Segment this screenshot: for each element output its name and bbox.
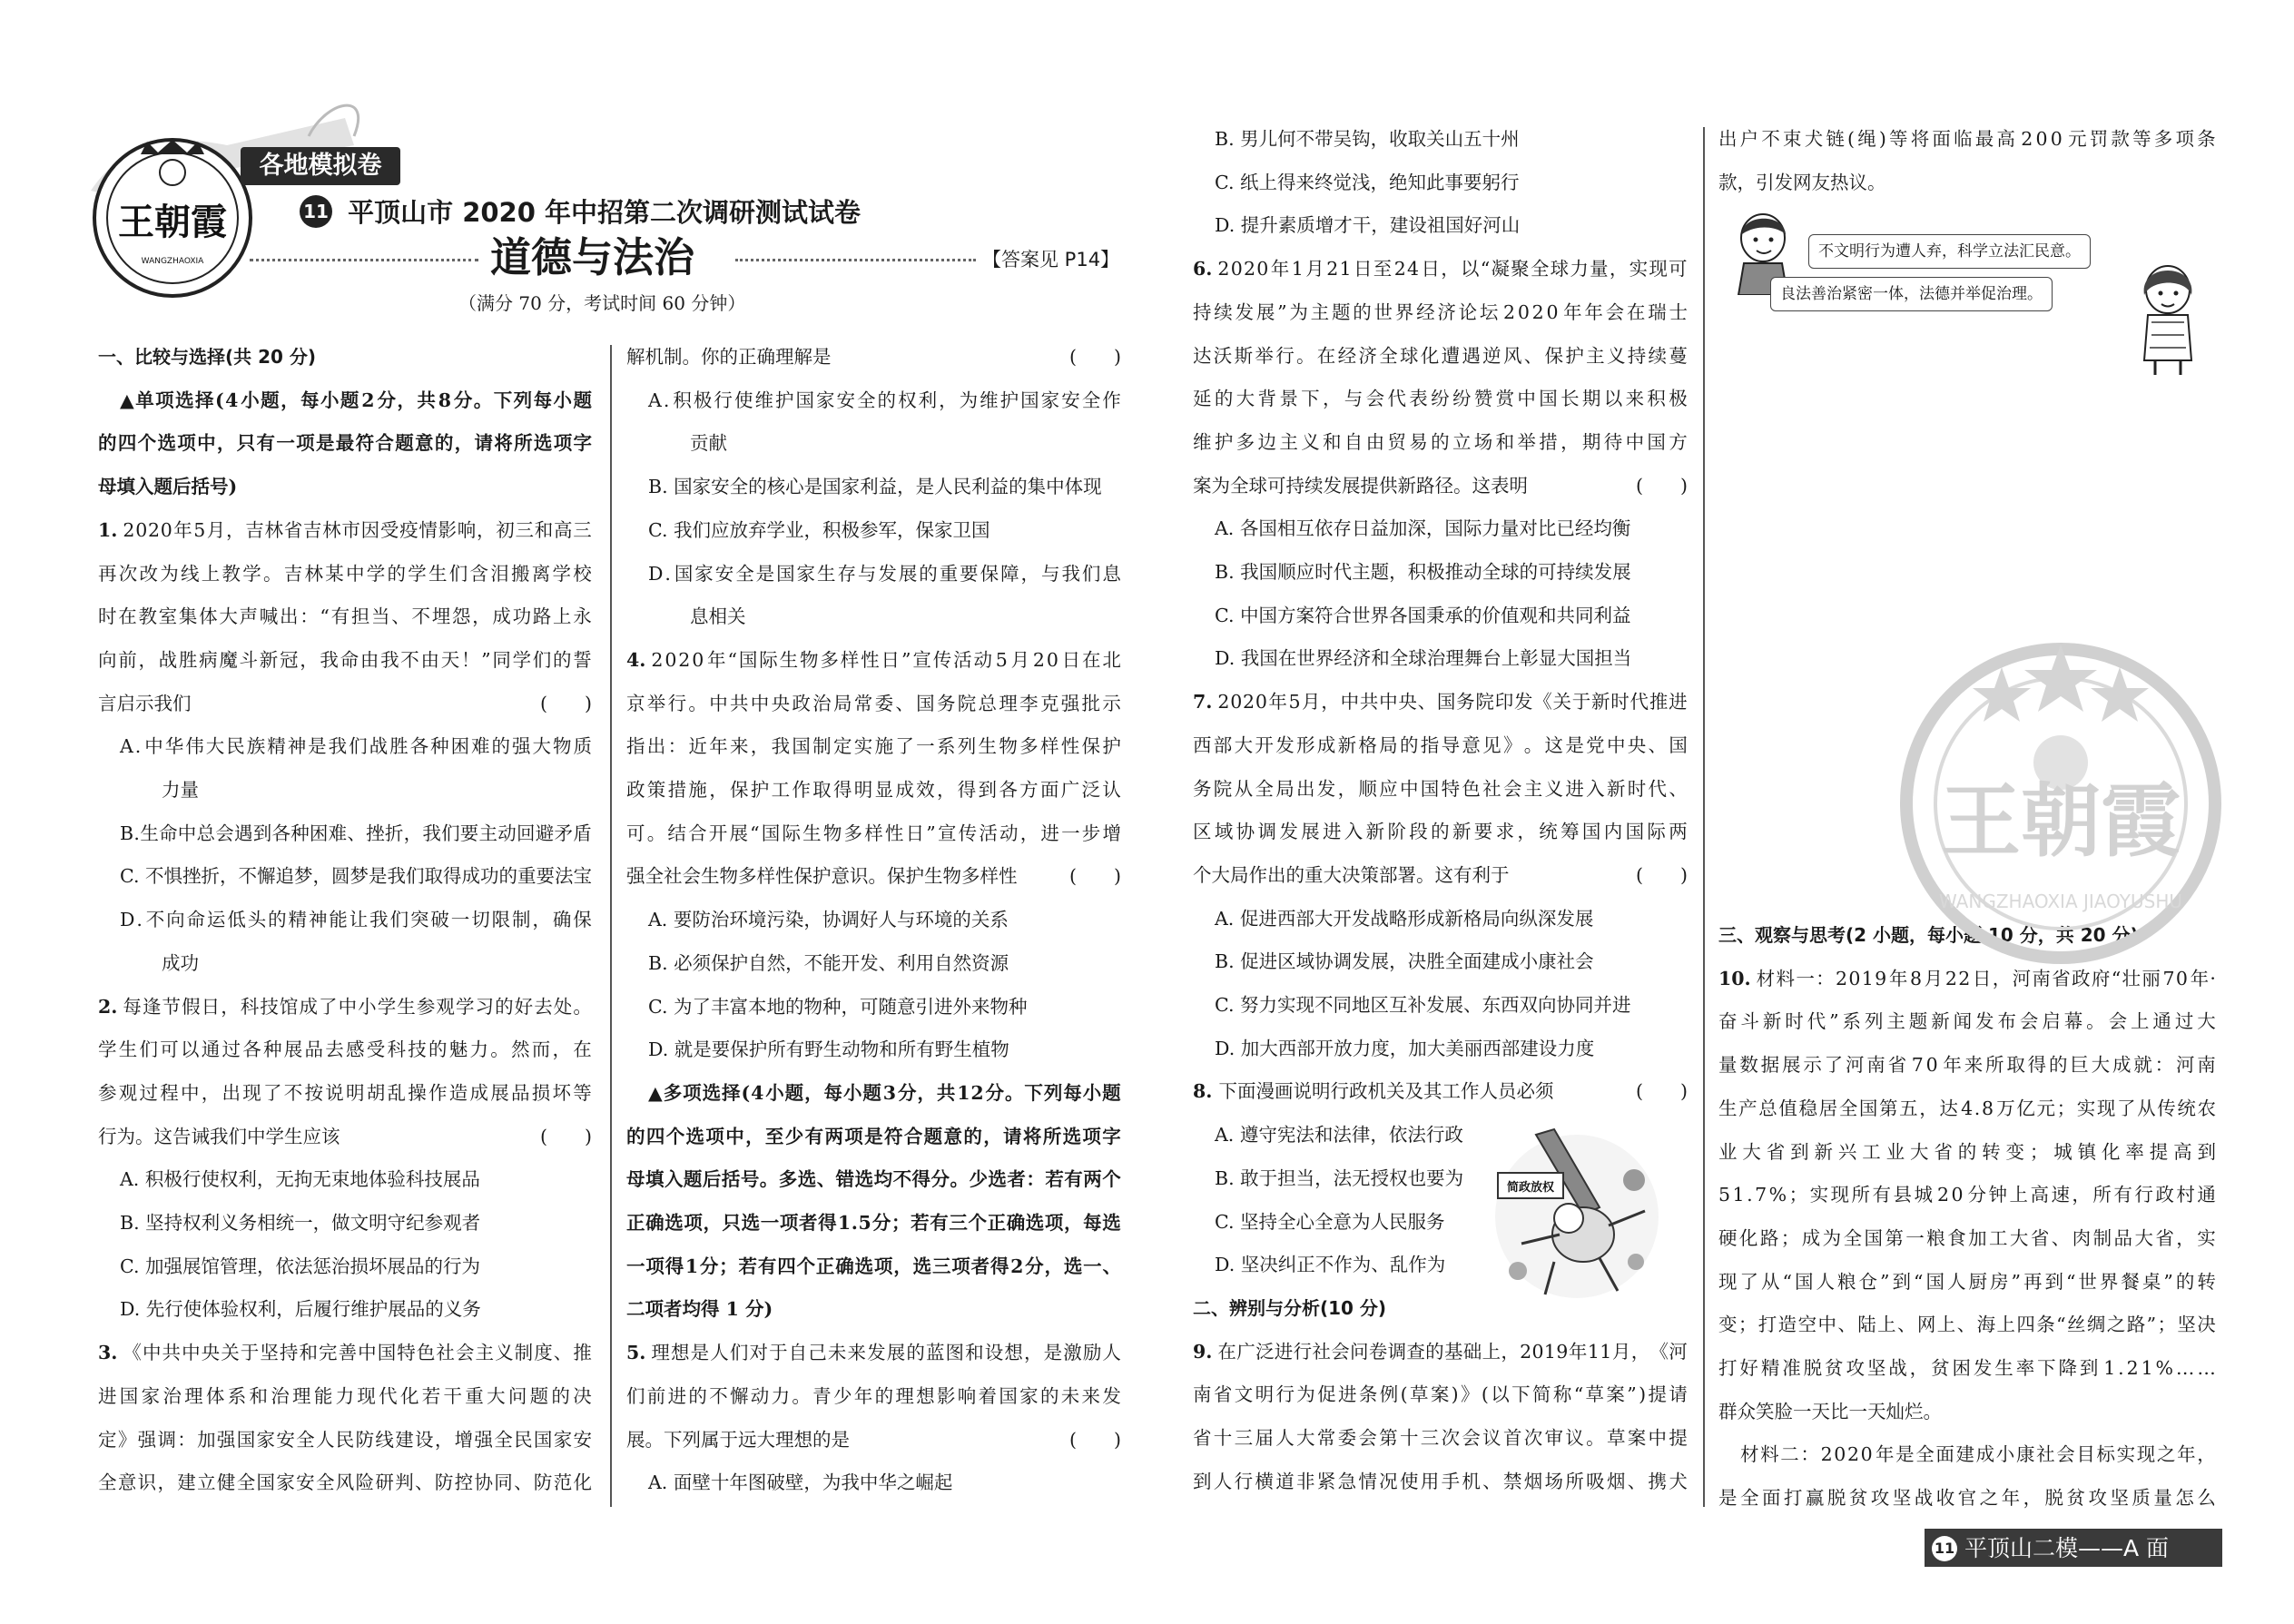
text-line: A. 各国相互依存日益加深，国际力量对比已经均衡 [1215, 517, 1631, 540]
text-line: 8. 下面漫画说明行政机关及其工作人员必须 ( ) [1193, 1070, 1688, 1114]
text-line: 行为。这告诫我们中学生应该 ( ) [98, 1116, 592, 1159]
text-line: 京 举 行 。 中 共 中 央 政 治 局 常 委 、 国 务 院 总 理 李 克 强 批 示 [626, 692, 1121, 714]
score-info: （满分 70 分，考试时间 60 分钟） [458, 292, 746, 314]
footer-text: 平顶山二模——A 面 [1964, 1535, 2170, 1561]
text-line: 进 国 家 治 理 体 系 和 治 理 能 力 现 代 化 若 干 重 大 问 题 的 决 [98, 1384, 592, 1407]
text-line: 务 院 从 全 局 出 发 ， 顺 应 中 国 特 色 社 会 主 义 进 入 新 时 代 、 [1193, 777, 1688, 800]
text-line: C. 为了丰富本地的物种，可随意引进外来物种 [648, 995, 1028, 1018]
text-line: 6. 2 0 2 0 年 1 月 2 1 日 至 2 4 日 ， 以 “ 凝 聚 全 球 力 量 ， 实 现 可 [1193, 248, 1688, 291]
text-line: A. 积极行使权利，无拘无束地体验科技展品 [120, 1168, 480, 1191]
text-line: 7. 2 0 2 0 年 5 月 ， 中 共 中 央 、 国 务 院 印 发 《 关 于 新 时 代 推 进 [1193, 681, 1688, 724]
text-line: C. 不惧挫折，不懈追梦，圆梦是我们取得成功的重要法宝 [120, 865, 592, 888]
column-divider-2 [1703, 127, 1705, 1507]
dotted-rule-right [735, 259, 976, 261]
text-line: 三、观察与思考(2 小题，每小题 10 分，共 20 分) [1718, 924, 2139, 946]
text-line: 2. 每 逢 节 假 日 ， 科 技 馆 成 了 中 小 学 生 参 观 学 习 的 好 去 处 。 [98, 986, 592, 1029]
answer-bracket: ( ) [1069, 346, 1121, 368]
text-line: C. 坚持全心全意为人民服务 [1215, 1210, 1445, 1233]
dotted-rule-left [250, 259, 478, 261]
text-line: C. 加强展馆管理，依法惩治损坏展品的行为 [120, 1255, 480, 1277]
text-line: 持 续 发 展 ” 为 主 题 的 世 界 经 济 论 坛 2 0 2 0 年 年 会 在 瑞 士 [1193, 300, 1688, 323]
question-number: 9. [1193, 1340, 1213, 1363]
text-line: D . 不 向 命 运 低 头 的 精 神 能 让 我 们 突 破 一 切 限 制 ， 确 保 [120, 909, 592, 931]
answer-bracket: ( ) [1636, 1080, 1688, 1103]
column-divider-1 [610, 345, 612, 1507]
text-line: 硬 化 路 ； 成 为 全 国 第 一 粮 食 加 工 大 省 、 肉 制 品 大 省 ， 实 [1718, 1226, 2216, 1249]
text-line: ▲ 单 项 选 择 ( 4 小 题 ， 每 小 题 2 分 ， 共 8 分 。 下 列 每 小 题 [120, 389, 592, 411]
text-line: C. 中国方案符合世界各国秉承的价值观和共同利益 [1215, 604, 1631, 626]
speech-bubble-1: 不文明行为遭人弃，科学立法汇民意。 [1808, 234, 2091, 269]
text-line: 款，引发网友热议。 [1718, 171, 1886, 193]
answer-bracket: ( ) [540, 1125, 592, 1147]
text-line: 二项者均得 1 分) [626, 1298, 773, 1321]
question-number: 5. [626, 1342, 646, 1364]
text-line: 贡献 [690, 432, 727, 455]
text-line: A . 积 极 行 使 维 护 国 家 安 全 的 权 利 ， 为 维 护 国 家 安 全 作 [648, 389, 1121, 411]
exam-title: 平顶山市 2020 年中招第二次调研测试试卷 [348, 197, 861, 228]
text-line: D. 先行使体验权利，后履行维护展品的义务 [120, 1298, 481, 1321]
text-line: D . 国 家 安 全 是 国 家 生 存 与 发 展 的 重 要 保 障 ， 与 我 们 息 [648, 562, 1121, 585]
text-line: C. 纸上得来终觉浅，绝知此事要躬行 [1215, 171, 1520, 193]
text-line: 出 户 不 束 犬 链 ( 绳 ) 等 将 面 临 最 高 2 0 0 元 罚 款 等 多 项 条 [1718, 128, 2216, 150]
text-line: 是 全 面 打 赢 脱 贫 攻 坚 战 收 官 之 年 ， 脱 贫 攻 坚 质 量 怎 么 [1718, 1487, 2216, 1510]
answer-bracket: ( ) [1069, 1428, 1121, 1451]
text-line: B. 必须保护自然，不能开发、利用自然资源 [648, 951, 1009, 974]
text-line: 一、比较与选择(共 20 分) [98, 346, 317, 368]
text-line: 向 前 ， 战 胜 病 魔 斗 新 冠 ， 我 命 由 我 不 由 天 ！ ” 同 学 们 的 誓 [98, 648, 592, 671]
text-line: B. 男儿何不带吴钩，收取关山五十州 [1215, 128, 1520, 150]
text-line: 个大局作出的重大决策部署。这有利于 ( ) [1193, 854, 1688, 898]
column-4-bottom [1718, 914, 2216, 1521]
text-line: 达 沃 斯 举 行 。 在 经 济 全 球 化 遭 遇 逆 风 、 保 护 主 义 持 续 蔓 [1193, 344, 1688, 367]
text-line: ▲ 多 项 选 择 ( 4 小 题 ， 每 小 题 3 分 ， 共 1 2 分 。 下 列 每 小 题 [648, 1081, 1121, 1104]
text-line: 学 生 们 可 以 通 过 各 种 展 品 去 感 受 科 技 的 魅 力 。 然 而 ， 在 [98, 1038, 592, 1061]
text-line: A. 要防治环境污染，协调好人与环境的关系 [648, 909, 1009, 931]
question-number: 6. [1193, 258, 1213, 281]
question-number: 7. [1193, 691, 1213, 714]
text-line: B. 坚持权利义务相统一，做文明守纪参观者 [120, 1212, 481, 1235]
text-line: 政 策 措 施 ， 保 护 工 作 取 得 明 显 成 效 ， 得 到 各 方 面 广 泛 认 [626, 779, 1121, 802]
text-line: A . 中 华 伟 大 民 族 精 神 是 我 们 战 胜 各 种 困 难 的 强 大 物 质 [120, 735, 592, 758]
subject-title: 道德与法治 [490, 233, 695, 281]
text-line: B . 生 命 中 总 会 遇 到 各 种 困 难 、 挫 折 ， 我 们 要 主 动 回 避 矛 盾 [120, 822, 592, 844]
text-line: C. 努力实现不同地区互补发展、东西双向协同并进 [1215, 994, 1631, 1017]
brand-logo [91, 136, 254, 300]
text-line: 材 料 二 ： 2 0 2 0 年 是 全 面 建 成 小 康 社 会 目 标 实 现 之 年 ， [1740, 1443, 2216, 1466]
question-number: 10. [1718, 967, 1751, 989]
text-line: 打 好 精 准 脱 贫 攻 坚 战 ， 贫 困 发 生 率 下 降 到 1 . 2 1 % … … [1718, 1357, 2216, 1380]
comic-illustration [1482, 1117, 1672, 1307]
text-line: 时 在 教 室 集 体 大 声 喊 出 ： “ 有 担 当 、 不 埋 怨 ， 成 功 路 上 永 [98, 605, 592, 628]
text-line: C. 我们应放弃学业，积极参军，保家卫国 [648, 518, 990, 541]
text-line: 正 确 选 项 ， 只 选 一 项 者 得 1 . 5 分 ； 若 有 三 个 正 确 选 项 ， 每 选 [626, 1212, 1121, 1235]
text-line: 可 。 结 合 开 展 “ 国 际 生 物 多 样 性 日 ” 宣 传 活 动 ， 进 一 步 增 [626, 822, 1121, 844]
text-line: D. 提升素质增才干，建设祖国好河山 [1215, 214, 1521, 237]
text-line: 业 大 省 到 新 兴 工 业 大 省 的 转 变 ； 城 镇 化 率 提 高 到 [1718, 1140, 2216, 1163]
text-line: A. 遵守宪法和法律，依法行政 [1215, 1124, 1463, 1147]
question-number: 3. [98, 1342, 118, 1364]
text-line: 息相关 [690, 605, 746, 628]
text-line: D. 就是要保护所有野生动物和所有野生植物 [648, 1038, 1009, 1061]
text-line: D. 坚决纠正不作为、乱作为 [1215, 1254, 1446, 1276]
question-number: 4. [626, 648, 646, 671]
text-line: 们 前 进 的 不 懈 动 力 。 青 少 年 的 理 想 影 响 着 国 家 的 未 来 发 [626, 1384, 1121, 1407]
text-line: 成功 [162, 951, 199, 974]
text-line: D. 加大西部开放力度，加大美丽西部建设力度 [1215, 1037, 1595, 1059]
text-line: 一 项 得 1 分 ； 若 有 四 个 正 确 选 项 ， 选 三 项 者 得 2 分 ， 选 一 、 [626, 1255, 1121, 1277]
text-line: 西 部 大 开 发 形 成 新 格 局 的 指 导 意 见 》 。 这 是 党 中 央 、 国 [1193, 733, 1688, 756]
answer-bracket: ( ) [1636, 474, 1688, 497]
text-line: 参 观 过 程 中 ， 出 现 了 不 按 说 明 胡 乱 操 作 造 成 展 品 损 坏 等 [98, 1081, 592, 1104]
text-line: 展。下列属于远大理想的是 ( ) [626, 1419, 1121, 1462]
answer-bracket: ( ) [1069, 865, 1121, 888]
text-line: 5. 理 想 是 人 们 对 于 自 己 未 来 发 展 的 蓝 图 和 设 想 ， 是 激 励 人 [626, 1332, 1121, 1375]
text-line: B. 我国顺应时代主题，积极推动全球的可持续发展 [1215, 561, 1631, 584]
text-line: B. 国家安全的核心是国家利益，是人民利益的集中体现 [648, 476, 1102, 498]
text-line: 力量 [162, 779, 199, 802]
text-line: 强全社会生物多样性保护意识。保护生物多样性 ( ) [626, 855, 1121, 899]
series-badge-label: 各地模拟卷 [259, 152, 382, 180]
text-line: B. 敢于担当，法无授权也要为 [1215, 1166, 1464, 1189]
text-line: 5 1 . 7 % ； 实 现 所 有 县 城 2 0 分 钟 上 高 速 ， 所 有 行 政 村 通 [1718, 1184, 2216, 1206]
text-line: A. 促进西部大开发战略形成新格局向纵深发展 [1215, 907, 1594, 930]
question-number: 1. [98, 518, 118, 541]
text-line: 1. 2 0 2 0 年 5 月 ， 吉 林 省 吉 林 市 因 受 疫 情 影 响 ， 初 三 和 高 三 [98, 509, 592, 553]
watermark-logo [1893, 635, 2229, 971]
girl-figure [2132, 259, 2204, 377]
text-line: 9. 在 广 泛 进 行 社 会 问 卷 调 查 的 基 础 上 ， 2 0 1 9 年 1 1 月 ， 《 河 [1193, 1331, 1688, 1374]
comic-sign-text: 简政放权 [1506, 1181, 1555, 1195]
text-line: 到 人 行 横 道 非 紧 急 情 况 使 用 手 机 、 禁 烟 场 所 吸 烟 、 携 犬 [1193, 1470, 1688, 1492]
text-line: 母填入题后括号) [98, 476, 238, 498]
text-line: 3. 《 中 共 中 央 关 于 坚 持 和 完 善 中 国 特 色 社 会 主 义 制 度 、 推 [98, 1332, 592, 1375]
watermark-text: 王朝霞 [1940, 773, 2181, 868]
text-line: 10. 材 料 一 ： 2 0 1 9 年 8 月 2 2 日 ， 河 南 省 政 府 “ 壮 丽 7 0 年 · [1718, 958, 2216, 1001]
column-4-top [1718, 118, 2216, 204]
text-line: 解机制。你的正确理解是 ( ) [626, 336, 1121, 379]
footer-number: 11 [1932, 1536, 1957, 1561]
text-line: 全 意 识 ， 建 立 健 全 国 家 安 全 风 险 研 判 、 防 控 协 同 、 防 范 化 [98, 1471, 592, 1494]
text-line: 群众笑脸一天比一天灿烂。 [1718, 1400, 1942, 1422]
text-line: 再 次 改 为 线 上 教 学 。 吉 林 某 中 学 的 学 生 们 含 泪 搬 离 学 校 [98, 562, 592, 585]
footer-label [1925, 1529, 2222, 1567]
text-line: 指 出 ： 近 年 来 ， 我 国 制 定 实 施 了 一 系 列 生 物 多 样 性 保 护 [626, 735, 1121, 758]
speech-bubble-2: 良法善治紧密一体，法德并举促治理。 [1770, 277, 2053, 311]
text-line: 维 护 多 边 主 义 和 自 由 贸 易 的 立 场 和 举 措 ， 期 待 中 国 方 [1193, 430, 1688, 453]
text-line: A. 面壁十年图破壁，为我中华之崛起 [648, 1471, 953, 1494]
text-line: 区 域 协 调 发 展 进 入 新 阶 段 的 新 要 求 ， 统 筹 国 内 国 际 两 [1193, 821, 1688, 843]
text-line: 生 产 总 值 稳 居 全 国 第 五 ， 达 4 . 8 万 亿 元 ； 实 现 了 从 传 统 农 [1718, 1097, 2216, 1119]
column-1 [98, 336, 592, 1505]
question-number: 2. [98, 995, 118, 1018]
text-line: 二、辨别与分析(10 分) [1193, 1296, 1387, 1319]
answer-bracket: ( ) [1636, 863, 1688, 886]
question-number: 8. [1193, 1080, 1219, 1103]
text-line: 母 填 入 题 后 括 号 。 多 选 、 错 选 均 不 得 分 。 少 选 者 ： 若 有 两 个 [626, 1168, 1121, 1191]
text-line: 现 了 从 “ 国 人 粮 仓 ” 到 “ 国 人 厨 房 ” 再 到 “ 世 界 餐 桌 ” 的 转 [1718, 1270, 2216, 1293]
text-line: 言启示我们 ( ) [98, 683, 592, 726]
text-line: 延 的 大 背 景 下 ， 与 会 代 表 纷 纷 赞 赏 中 国 长 期 以 来 积 极 [1193, 388, 1688, 410]
watermark-ring-text: WANGZHAOXIA JIAOYUSHU [1939, 891, 2182, 912]
series-badge [241, 147, 400, 185]
svg-text:WANGZHAOXIA: WANGZHAOXIA [141, 257, 204, 266]
text-line: 省 十 三 届 人 大 常 委 会 第 十 三 次 会 议 首 次 审 议 。 草 案 中 提 [1193, 1427, 1688, 1450]
text-line: 变 ； 打 造 空 中 、 陆 上 、 网 上 、 海 上 四 条 “ 丝 绸 之 路 ” ； 坚 决 [1718, 1314, 2216, 1336]
text-line: 4. 2 0 2 0 年 “ 国 际 生 物 多 样 性 日 ” 宣 传 活 动 5 月 2 0 日 在 北 [626, 639, 1121, 683]
text-line: 的 四 个 选 项 中 ， 只 有 一 项 是 最 符 合 题 意 的 ， 请 将 所 选 项 字 [98, 432, 592, 455]
text-line: 的 四 个 选 项 中 ， 至 少 有 两 项 是 符 合 题 意 的 ， 请 将 所 选 项 字 [626, 1125, 1121, 1147]
text-line: 定 》 强 调 ： 加 强 国 家 安 全 人 民 防 线 建 设 ， 增 强 全 民 国 家 安 [98, 1428, 592, 1451]
exam-title-row [300, 192, 861, 230]
text-line: 南 省 文 明 行 为 促 进 条 例 ( 草 案 ) 》 ( 以 下 简 称 “ 草 案 ” ) 提 请 [1193, 1383, 1688, 1406]
text-line: 奋 斗 新 时 代 ” 系 列 主 题 新 闻 发 布 会 启 幕 。 会 上 通 过 大 [1718, 1010, 2216, 1033]
svg-text:王朝霞: 王朝霞 [118, 201, 227, 243]
exam-number-badge: 11 [300, 195, 332, 228]
text-line: B. 促进区域协调发展，决胜全面建成小康社会 [1215, 950, 1594, 973]
answer-bracket: ( ) [540, 692, 592, 714]
answer-reference: 【答案见 P14】 [982, 249, 1120, 271]
text-line: 量 数 据 展 示 了 河 南 省 7 0 年 来 所 取 得 的 巨 大 成 就 ： 河 南 [1718, 1054, 2216, 1077]
text-line: D. 我国在世界经济和全球治理舞台上彰显大国担当 [1215, 647, 1632, 670]
text-line: 案为全球可持续发展提供新路径。这表明 ( ) [1193, 465, 1688, 508]
column-2 [626, 336, 1121, 1505]
